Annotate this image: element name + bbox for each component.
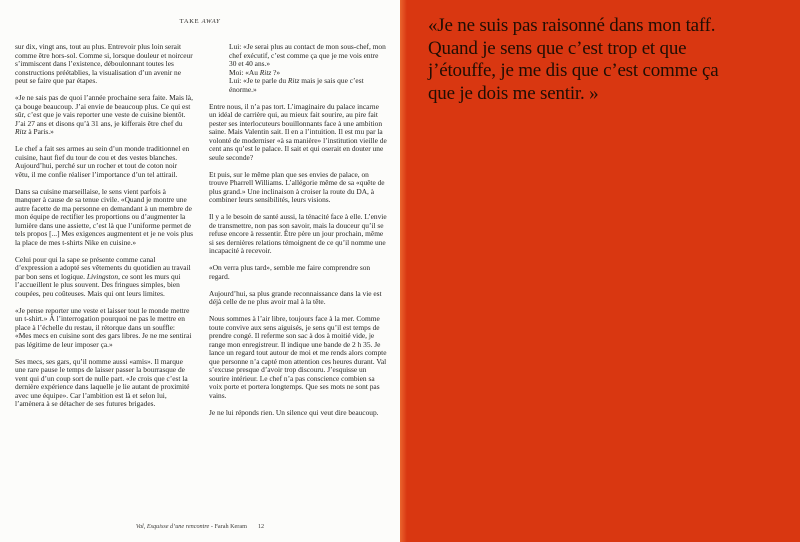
dialogue-block	[229, 43, 387, 94]
running-head-roman: TAKE	[179, 18, 200, 25]
body-paragraph: «Je pense reporter une veste et laisser tout le monde mettre un t-shirt.» À l’interrogation pourquoi ne pas le mettre en place à l’échelle du restau, il rétorque dans un souffle: «Mes mecs en cuisine sont des gars libres. Je ne me sentirai pas légitime de leur imposer ça.»	[15, 305, 192, 349]
body-paragraph: Aujourd’hui, sa plus grande reconnaissance dans la vie est déjà celle de ne plus avoir mal à la tête.	[209, 288, 382, 306]
body-paragraph: Entre nous, il n’a pas tort. L’imaginaire du palace incarne un idéal de carrière qui, au mieux fait sourire, au pire fait pester ses interlocuteurs bouillonnants face à une ambition saine. Mais Valentin sait. Il en a l’intuition. Il est mu par la volonté de moderniser «à sa manière» l’institution vieille de cent ans qu’est le palace. Il sait et qui oserait en douter une seule seconde?	[209, 101, 387, 162]
body-paragraph: Il y a le besoin de santé aussi, la ténacité face à elle. L’envie de transmettre, non pas son savoir, mais la douceur qu’il se refuse encore à ressentir. Être père un jour prochain, même si ses dernières relations témoignent de ce qu’il nomme une incapacité à recevoir.	[209, 212, 387, 255]
body-paragraph: Et puis, sur le même plan que ses envies de palace, on trouve Pharrell Williams. L’allégorie même de sa «quête de plus grand.» Une inclinaison à croiser la route du DA, à combiner leurs sensibilités, leurs visions.	[209, 169, 385, 204]
body-paragraph: sur dix, vingt ans, tout au plus. Entrevoir plus loin serait comme être hors-sol. Comme si, lorsque douleur et noirceur s’immiscent dans l’existence, déboulonnant toutes les constructions préétablies, la visualisation d’un avenir ne peut se faire que par étapes.	[15, 43, 193, 85]
right-page-quote-panel	[400, 0, 800, 542]
body-paragraph: «On verra plus tard», semble me faire comprendre son regard.	[209, 263, 371, 281]
pull-quote-line: «Je ne suis pas raisonné dans mon taff.	[428, 15, 716, 36]
pull-quote-line: que je dois me sentir. »	[428, 82, 599, 104]
footer-separator: -	[209, 523, 215, 530]
body-paragraph: «Je ne sais pas de quoi l’année prochaine sera faite. Mais là, ça bouge beaucoup. J’ai envie de beaucoup plus. Ce qui est sûr, c’est que je vais reporter une veste de cuisine bientôt. J’ai 27 ans et disons qu’à 31 ans, je kifferais être chef du Ritz à Paris.»	[15, 93, 193, 136]
page-footer	[0, 523, 400, 530]
article-author: Farah Keram	[214, 523, 247, 530]
body-paragraph: Le chef a fait ses armes au sein d’un monde traditionnel en cuisine, haut fief du tour de cou et des vestes blanches. Aujourd’hui, perché sur un rocher et tout de coton noir vêtu, il me confie réaliser l’importance d’un tel attirail.	[15, 144, 190, 179]
dialogue-line: Lui: «Je te parle du Ritz mais je sais que c’est énorme.»	[229, 76, 364, 94]
running-head	[0, 18, 400, 25]
body-paragraph: Ses mecs, ses gars, qu’il nomme aussi «amis». Il marque une rare pause le temps de laisser passer la bourrasque de vent qui d’un coup sort de nulle part. «Je crois que c’est la dernière expérience dans laquelle je lie autant de proximité avec une équipe». Car l’ambition est là et selon lui, l’amènera à se détacher de ses futures brigades.	[15, 356, 190, 408]
pull-quote-line: Quand je sens que c’est trop et que	[428, 37, 687, 59]
dialogue-line: Moi: «Au Ritz ?»	[229, 67, 281, 77]
body-paragraph: Celui pour qui la sape se présente comme canal d’expression a adopté ses vêtements du quotidien au travail par bon sens et logique. Livingston, ce sont les murs qui l’accueillent le plus souvent. Des fringues simples, bien coupées, peu coûteuses. Mais qui ont leurs limites.	[15, 254, 191, 298]
running-head-italic: AWAY	[201, 18, 221, 25]
body-paragraph: Nous sommes à l’air libre, toujours face à la mer. Comme toute convive aux sens aiguisés, je sens qu’il est temps de prendre congé. Il referme son sac à dos à moitié vide, je range mon enregistreur. Il indique une bande de 2 h 35. Je lance un regard tout autour de moi et me rends alors compte que personne n’a capté mon attention ces heures durant. Val s’excuse presque d’avoir trop discouru. J’esquisse un sourire intérieur. Le chef n’a pas conscience combien sa voix porte et portera longtemps. Que ses mots ne sont pas vains.	[209, 314, 387, 400]
body-paragraph: Je ne lui réponds rien. Un silence qui veut dire beaucoup.	[209, 407, 379, 417]
page-number: 12	[257, 523, 265, 530]
article-title: Val, Esquisse d’une rencontre	[135, 523, 210, 530]
dialogue-line: Lui: «Je serai plus au contact de mon sous-chef, mon chef exécutif, c’est comme ça que je me vois entre 30 et 40 ans.»	[229, 43, 386, 68]
text-columns	[15, 43, 387, 513]
column-1	[15, 43, 193, 513]
body-paragraph: Dans sa cuisine marseillaise, le sens vient parfois à manquer à cause de sa tenue civile. «Quand je montre une autre facette de ma personne en demandant à un membre de mon équipe de rectifier les proportions ou d’augmenter la lumière dans une assiette, c’est là que l’uniforme permet de tels propos [...] Mes exigences augmentent et je ne vois plus la place de mes t-shirts Nike en cuisine.»	[15, 186, 193, 247]
pull-quote-line: j’étouffe, je me dis que c’est comme ça	[428, 60, 719, 81]
column-2	[209, 43, 387, 513]
pull-quote	[428, 15, 776, 105]
